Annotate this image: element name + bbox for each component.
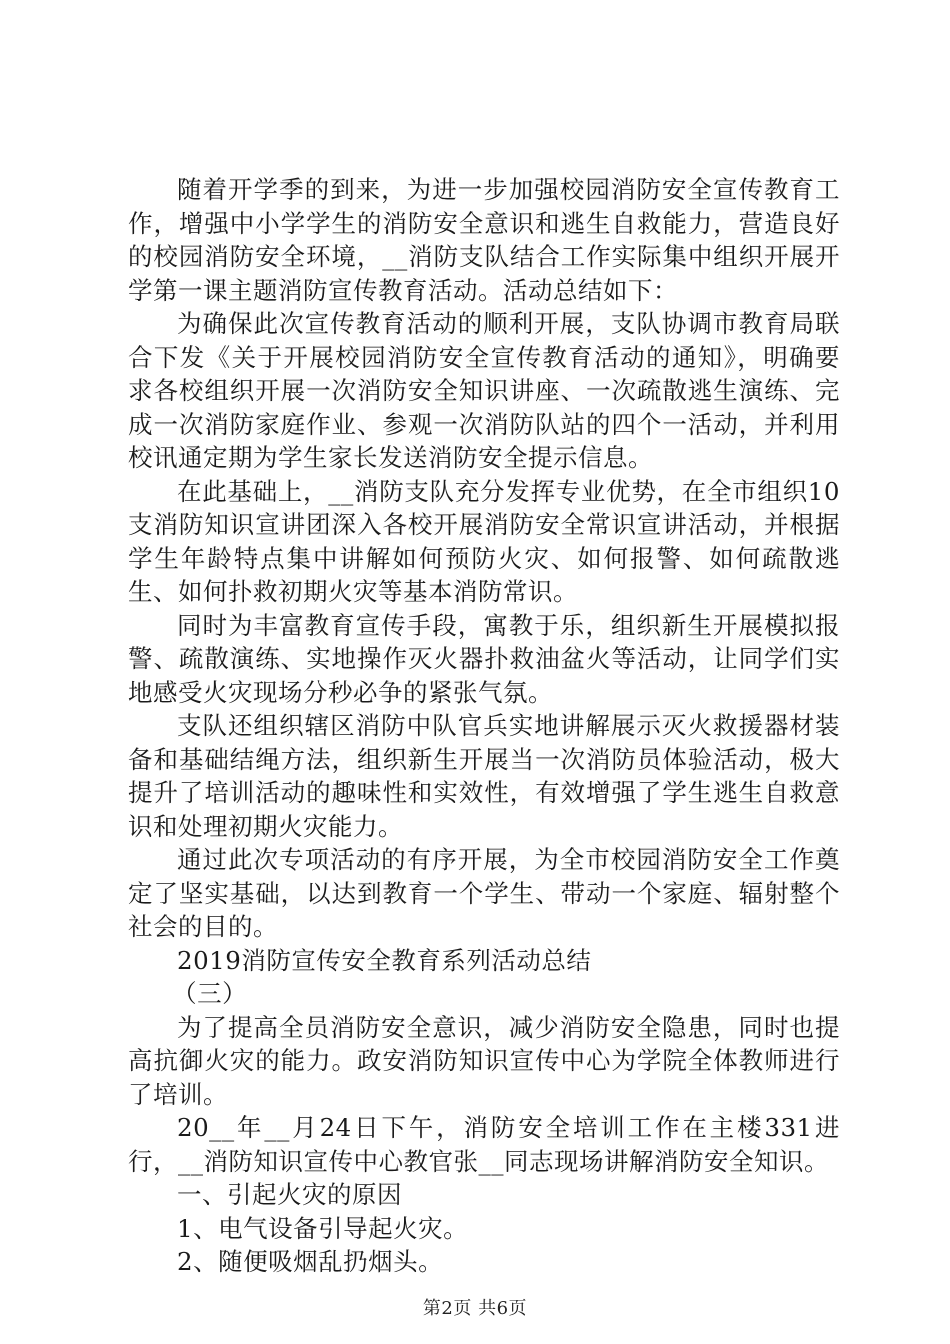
page-number-footer: 第2页 共6页 bbox=[422, 1298, 528, 1319]
paragraph-conclusion: 通过此次专项活动的有序开展，为全市校园消防安全工作奠定了坚实基础，以达到教育一个学生、带动一个家庭、辐射整个社会的目的。 bbox=[128, 845, 840, 941]
list-item: 2、随便吸烟乱扔烟头。 bbox=[177, 1247, 444, 1276]
paragraph-lecture-teams: 在此基础上，__消防支队充分发挥专业优势，在全市组织10支消防知识宣讲团深入各校开展消防安全常识宣讲活动，并根据学生年龄特点集中讲解如何预防火灾、如何报警、如何疏散逃生、如何扑救初期火灾等基本消防常识。 bbox=[128, 476, 840, 606]
document-body bbox=[128, 173, 840, 1279]
section-title: 2019消防宣传安全教育系列活动总结 bbox=[177, 945, 592, 975]
paragraph-equipment: 支队还组织辖区消防中队官兵实地讲解展示灭火救援器材装备和基础结绳方法，组织新生开展当一次消防员体验活动，极大提升了培训活动的趣味性和实效性，有效增强了学生逃生自救意识和处理初期火灾能力。 bbox=[128, 711, 840, 841]
paragraph-intro: 随着开学季的到来，为进一步加强校园消防安全宣传教育工作，增强中小学学生的消防安全意识和逃生自救能力，营造良好的校园消防安全环境，__消防支队结合工作实际集中组织开展开学第一课主题消防宣传教育活动。活动总结如下： bbox=[128, 175, 840, 305]
paragraph-notice: 为确保此次宣传教育活动的顺利开展，支队协调市教育局联合下发《关于开展校园消防安全宣传教育活动的通知》，明确要求各校组织开展一次消防安全知识讲座、一次疏散逃生演练、完成一次消防家庭作业、参观一次消防队站的四个一活动，并利用校讯通定期为学生家长发送消防安全提示信息。 bbox=[128, 309, 840, 472]
paragraph-training-purpose: 为了提高全员消防安全意识，减少消防安全隐患，同时也提高抗御火灾的能力。政安消防知识宣传中心为学院全体教师进行了培训。 bbox=[128, 1012, 840, 1109]
paragraph-training-date: 20__年__月24日下午，消防安全培训工作在主楼331进行，__消防知识宣传中心教官张__同志现场讲解消防安全知识。 bbox=[128, 1113, 840, 1176]
list-item: 1、电气设备引导起火灾。 bbox=[177, 1213, 469, 1243]
paragraph-drills: 同时为丰富教育宣传手段，寓教于乐，组织新生开展模拟报警、疏散演练、实地操作灭火器扑救油盆火等活动，让同学们实地感受火灾现场分秒必争的紧张气氛。 bbox=[128, 610, 840, 707]
section-number: （三） bbox=[172, 979, 248, 1008]
list-heading-fire-causes: 一、引起火灾的原因 bbox=[177, 1180, 402, 1209]
